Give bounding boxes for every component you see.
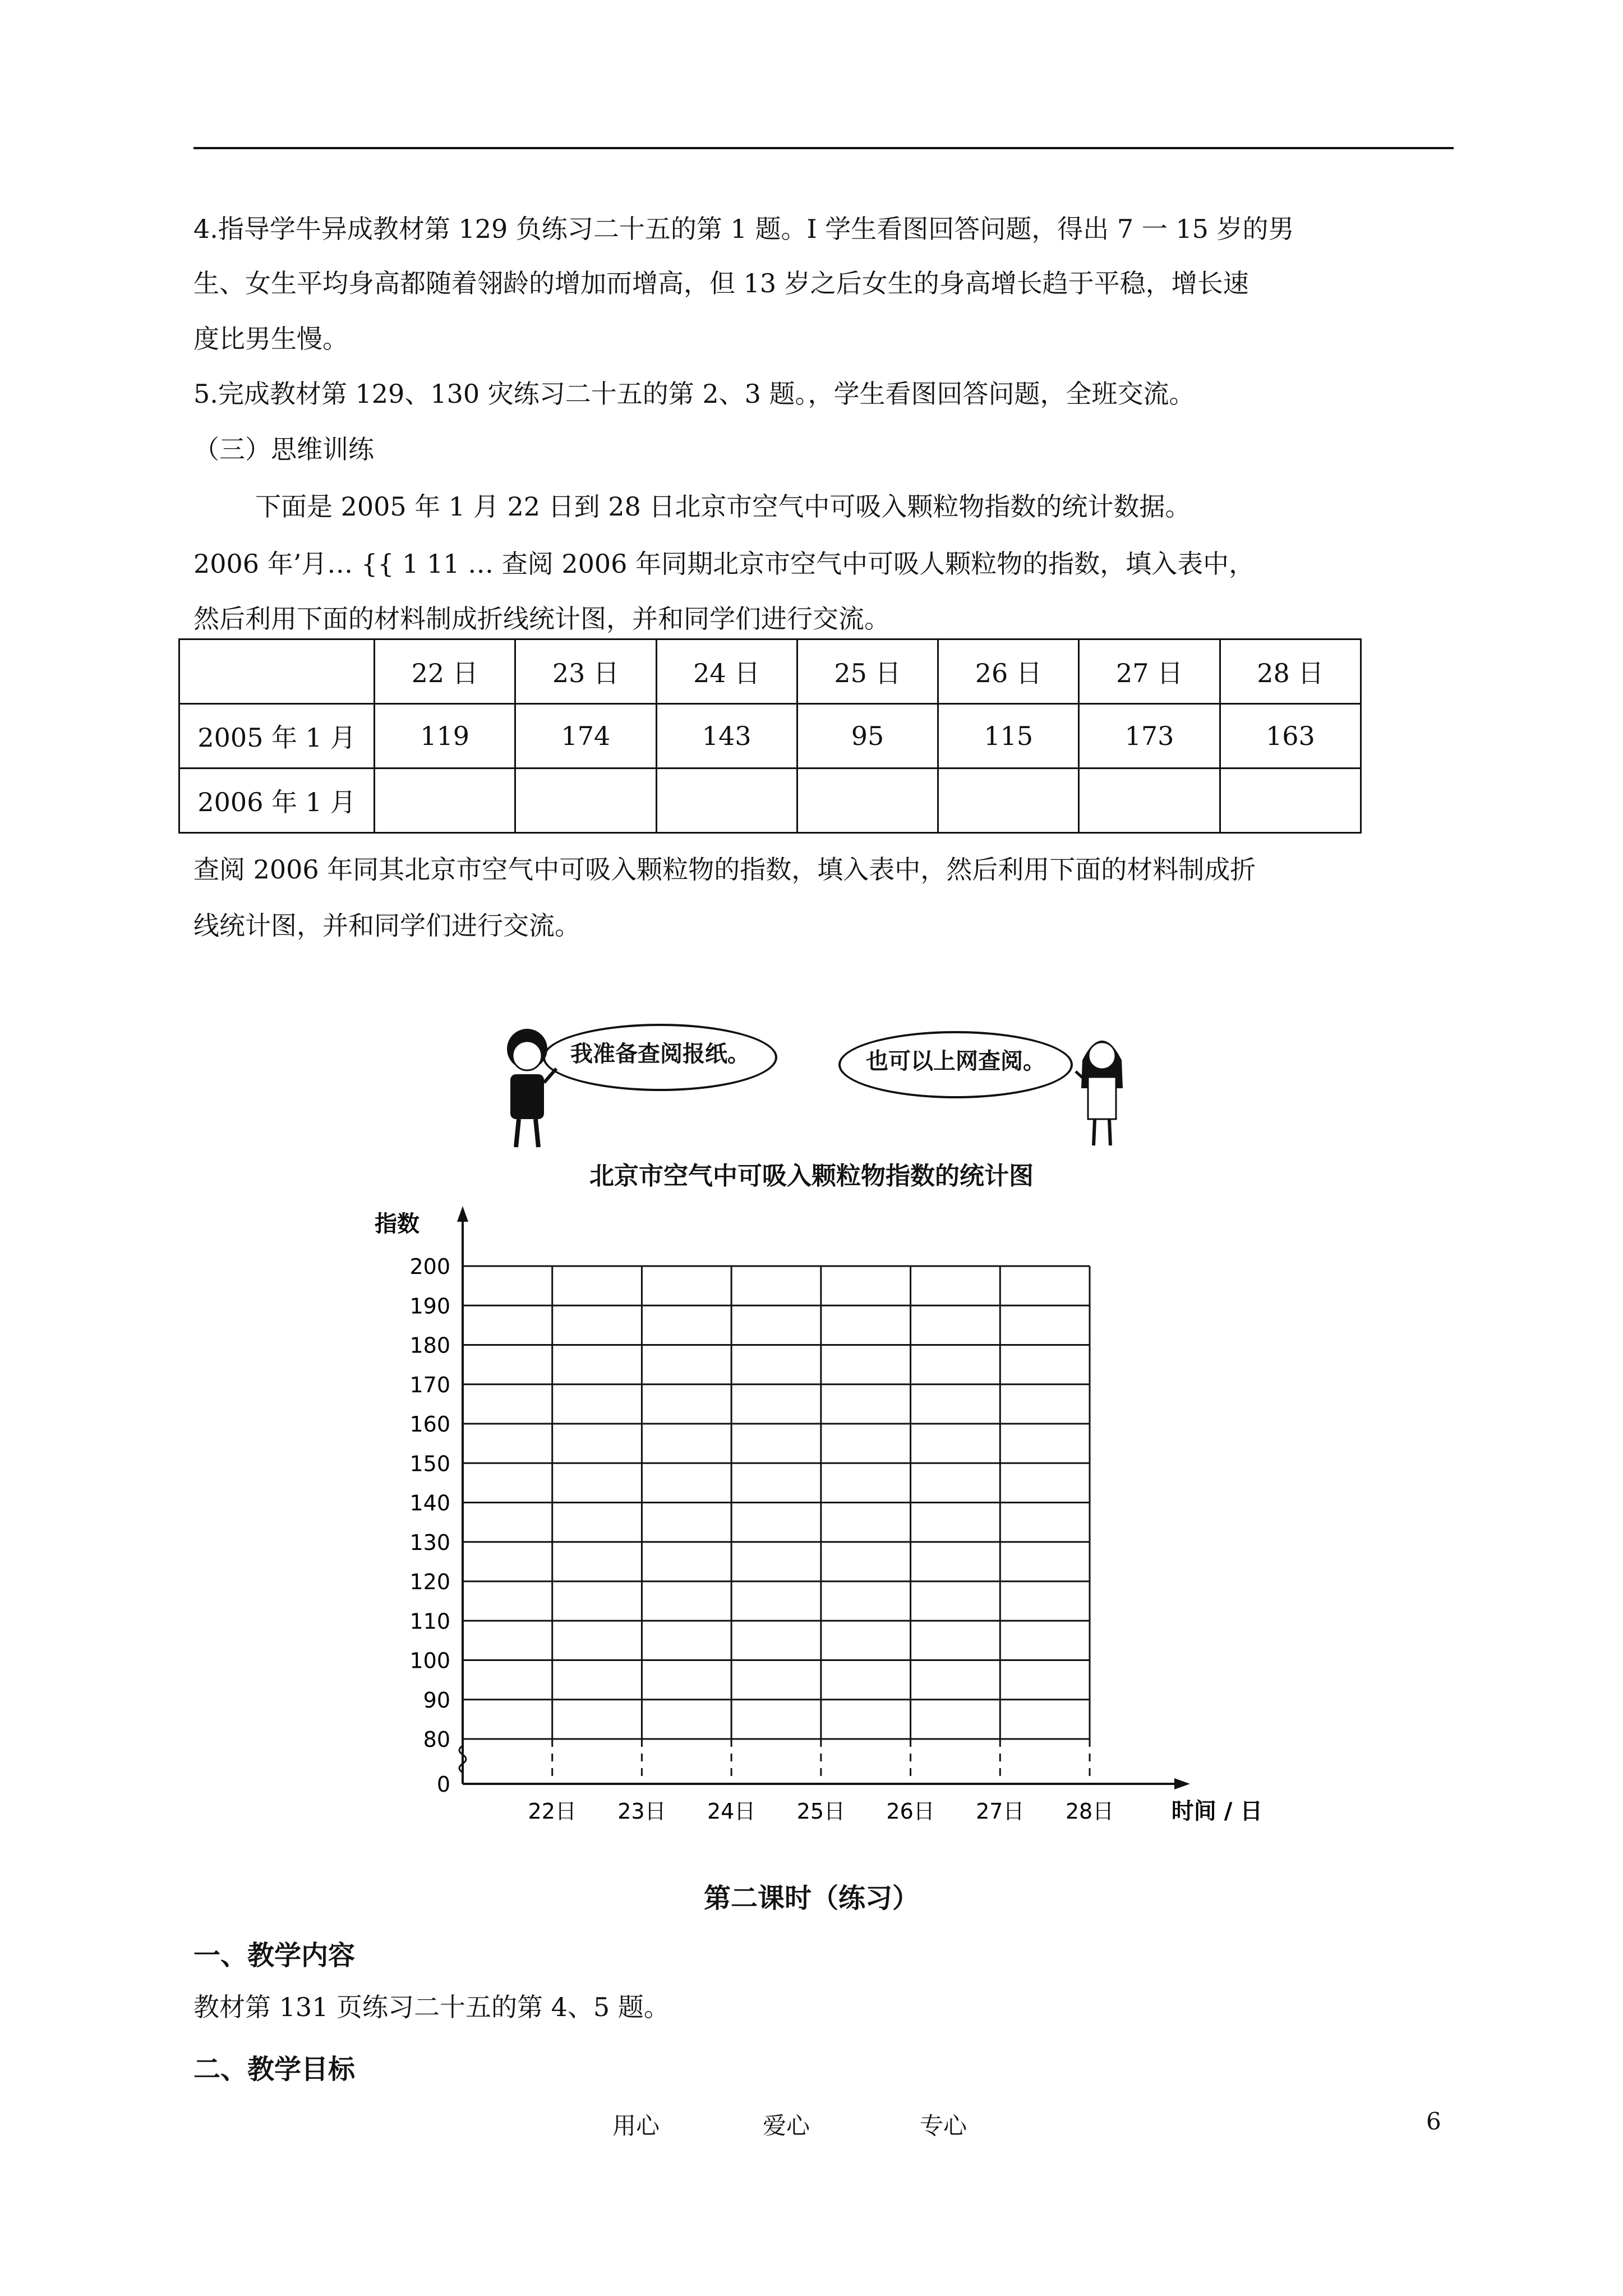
- y-tick-label: 130: [409, 1530, 450, 1555]
- table-cell: 119: [375, 704, 515, 769]
- paragraph-line: 生、女生平均身高都随着翎龄的增加而增高，但 13 岁之后女生的身高增长趋于平稳，增长速: [193, 268, 1249, 298]
- y-tick-label: 0: [436, 1772, 450, 1797]
- paragraph-line: 查阅 2006 年同其北京市空气中可吸入颗粒物的指数，填入表中，然后利用下面的材料制成折: [193, 854, 1256, 885]
- x-tick-label: 23日: [617, 1799, 666, 1824]
- table-cell[interactable]: [1220, 769, 1361, 833]
- x-tick-labels: [528, 1799, 1114, 1824]
- y-tick-labels: [409, 1254, 450, 1797]
- paragraph-line: 下面是 2005 年 1 月 22 日到 28 日北京市空气中可吸入颗粒物指数的统计数据。: [255, 491, 1191, 522]
- y-tick-label: 180: [409, 1333, 450, 1358]
- y-axis-label: 指数: [375, 1211, 419, 1237]
- table-cell: 174: [515, 704, 656, 769]
- table-cell: 95: [797, 704, 938, 769]
- table-cell: 2005 年 1 月: [179, 704, 375, 769]
- y-tick-label: 140: [409, 1490, 450, 1516]
- speech-bubble-right: 也可以上网查阅。: [838, 1031, 1073, 1098]
- x-axis-label: 时间 / 日: [1171, 1798, 1263, 1824]
- table-cell: [179, 639, 375, 704]
- table-cell[interactable]: [656, 769, 797, 833]
- table-cell[interactable]: [375, 769, 515, 833]
- table-cell: 23 日: [515, 639, 656, 704]
- table-row: [179, 769, 1361, 833]
- section-label: （三）思维训练: [193, 434, 374, 464]
- table-cell: 173: [1079, 704, 1220, 769]
- paragraph-line: 然后利用下面的材料制成折线统计图，并和同学们进行交流。: [193, 604, 890, 634]
- y-tick-label: 90: [423, 1687, 450, 1713]
- y-tick-label: 170: [409, 1372, 450, 1397]
- boy-figure-icon: [494, 1021, 561, 1150]
- paragraph-line: 教材第 131 页练习二十五的第 4、5 题。: [193, 1992, 670, 2022]
- header-rule: [193, 147, 1454, 149]
- x-tick-label: 26日: [886, 1799, 935, 1824]
- x-tick-label: 24日: [707, 1799, 756, 1824]
- chart-title: 北京市空气中可吸入颗粒物指数的统计图: [589, 1162, 1034, 1190]
- table-cell: 115: [938, 704, 1079, 769]
- y-tick-label: 120: [409, 1570, 450, 1594]
- y-tick-label: 110: [409, 1609, 450, 1634]
- footer-text: 用心: [612, 2112, 660, 2139]
- section-heading: 二、教学目标: [193, 2054, 356, 2085]
- x-axis-arrow-icon: [1174, 1778, 1190, 1789]
- x-tick-label: 28日: [1065, 1799, 1114, 1824]
- table-cell: 163: [1220, 704, 1361, 769]
- footer-text: 爱心: [763, 2112, 810, 2139]
- speech-bubble-left: 我准备查阅报纸。: [543, 1024, 777, 1091]
- x-tick-label: 27日: [976, 1799, 1025, 1824]
- paragraph-line: 4.指导学牛异成教材第 129 负练习二十五的第 1 题。I 学生看图回答问题，得出 7 一 15 岁的男: [193, 214, 1294, 244]
- paragraph-line: 2006 年’月… {{ 1 11 … 查阅 2006 年同期北京市空气中可吸人颗粒物的指数，填入表中，: [193, 549, 1255, 579]
- x-tick-label: 22日: [528, 1799, 577, 1824]
- chart-grid: [463, 1266, 1090, 1784]
- y-tick-label: 80: [423, 1727, 450, 1752]
- table-cell[interactable]: [515, 769, 656, 833]
- table-cell: 28 日: [1220, 639, 1361, 704]
- table-cell: 24 日: [656, 639, 797, 704]
- table-header-row: [179, 639, 1361, 704]
- y-tick-label: 200: [409, 1254, 450, 1279]
- y-tick-label: 100: [409, 1648, 450, 1673]
- table-cell: 25 日: [797, 639, 938, 704]
- y-axis-arrow-icon: [457, 1206, 468, 1222]
- paragraph-line: 线统计图，并和同学们进行交流。: [193, 910, 580, 941]
- girl-figure-icon: [1071, 1021, 1133, 1150]
- table-cell: 2006 年 1 月: [179, 769, 375, 833]
- y-tick-label: 160: [409, 1412, 450, 1437]
- y-tick-label: 150: [409, 1451, 450, 1476]
- table-cell[interactable]: [938, 769, 1079, 833]
- x-tick-label: 25日: [796, 1799, 846, 1824]
- data-table: [178, 638, 1362, 834]
- table-row: [179, 704, 1361, 769]
- table-cell: 27 日: [1079, 639, 1220, 704]
- lesson-title: 第二课时（练习）: [703, 1883, 919, 1914]
- table-cell[interactable]: [1079, 769, 1220, 833]
- table-cell: 22 日: [375, 639, 515, 704]
- footer-text: 专心: [920, 2112, 967, 2139]
- paragraph-line: 度比男生慢。: [193, 324, 348, 354]
- page-number: 6: [1426, 2108, 1441, 2135]
- paragraph-line: 5.完成教材第 129、130 灾练习二十五的第 2、3 题。，学生看图回答问题，全班交流。: [193, 379, 1195, 409]
- y-tick-label: 190: [409, 1294, 450, 1319]
- line-chart: [370, 1189, 1263, 1857]
- table-cell: 143: [656, 704, 797, 769]
- table-cell: 26 日: [938, 639, 1079, 704]
- section-heading: 一、教学内容: [193, 1940, 356, 1971]
- table-cell[interactable]: [797, 769, 938, 833]
